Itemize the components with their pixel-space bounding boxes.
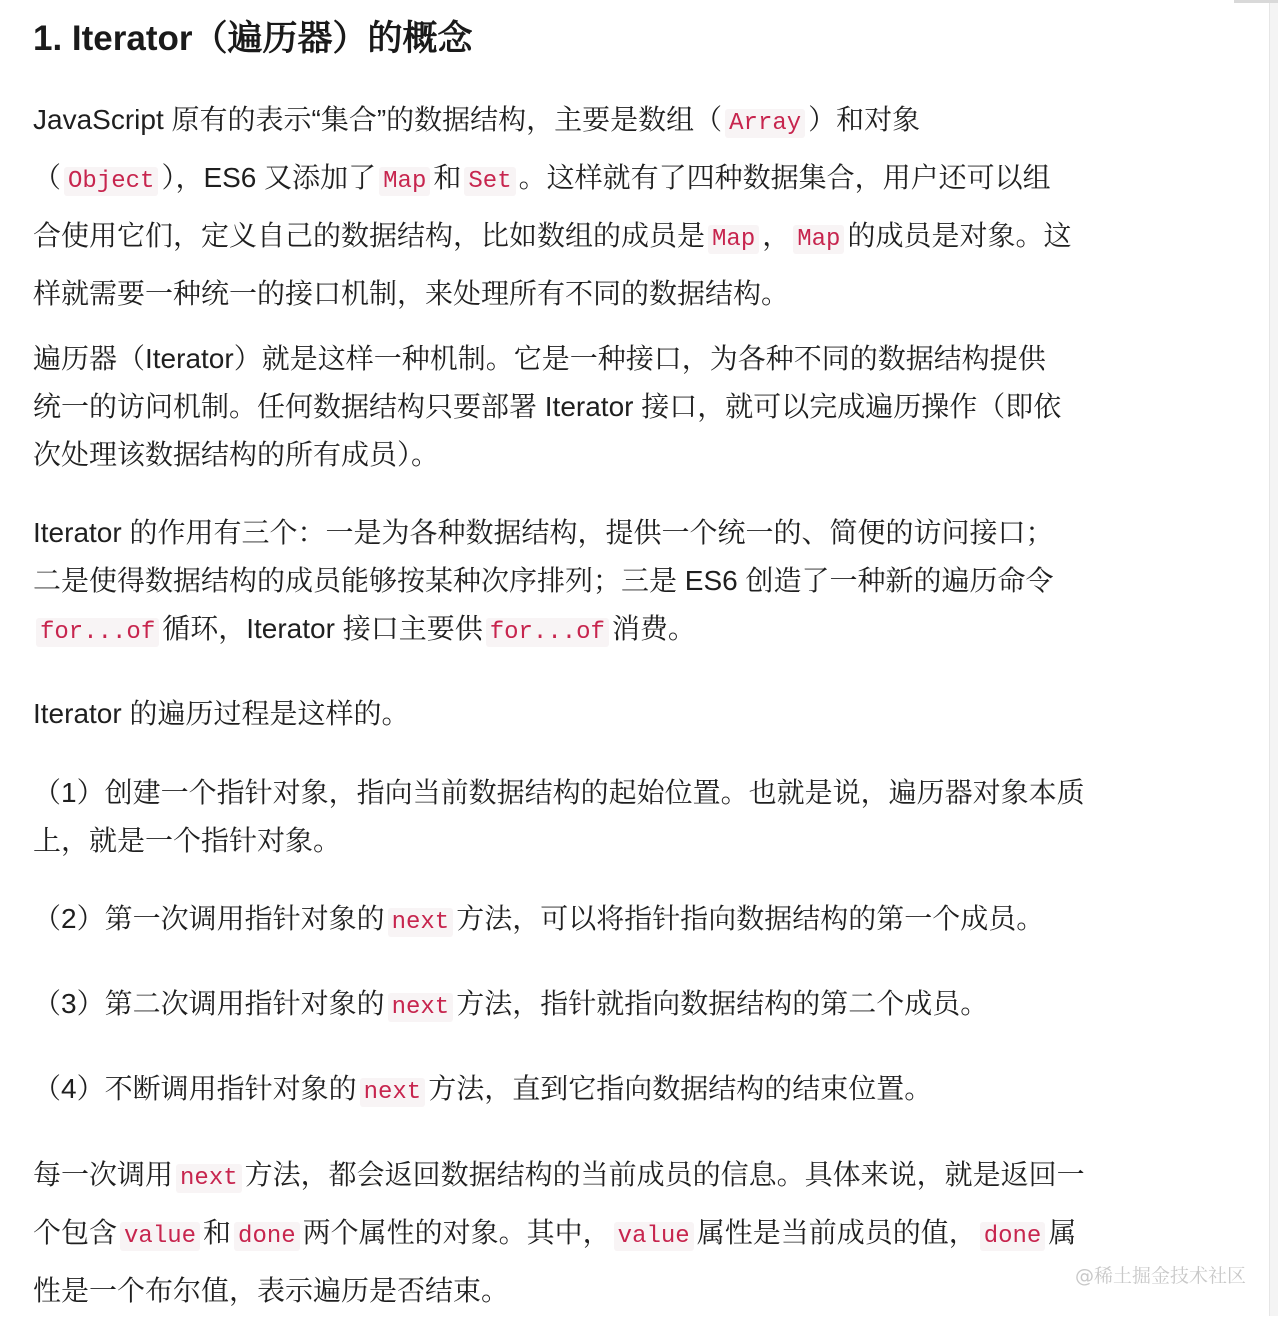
inline-code: for...of [486,618,609,647]
paragraph-collections [33,93,1193,321]
paragraph-line: （ Object ），ES6 又添加了 Map 和 Set 。这样就有了四种数据集合，用户还可以组 [33,162,1051,195]
paragraph-line: Iterator 的作用有三个：一是为各种数据结构，提供一个统一的、简便的访问接口； [33,517,1054,548]
paragraph-line: 个包含 value 和 done 两个属性的对象。其中， value 属性是当前成员的值， done 属 [33,1217,1077,1250]
inline-code: Map [793,225,844,254]
paragraph-line: 上，就是一个指针对象。 [33,825,342,856]
scrollbar-track[interactable] [1269,0,1278,1316]
paragraph-line: 性是一个布尔值，表示遍历是否结束。 [33,1275,510,1306]
inline-code: value [614,1222,694,1251]
paragraph-process-intro: Iterator 的遍历过程是这样的。 [33,698,410,729]
paragraph-line: JavaScript 原有的表示“集合”的数据结构，主要是数组（ Array ）和对象 [33,104,921,137]
inline-code: for...of [36,618,159,647]
step-3: （3）第二次调用指针对象的 next 方法，指针就指向数据结构的第二个成员。 [33,988,989,1021]
inline-code: next [388,908,454,937]
inline-code: done [980,1222,1046,1251]
site-watermark: @稀土掘金技术社区 [1074,1265,1246,1287]
paragraph-line: 每一次调用 next 方法，都会返回数据结构的当前成员的信息。具体来说，就是返回一 [33,1159,1085,1192]
paragraph-iterator-purpose [33,509,1193,657]
inline-code: next [360,1078,426,1107]
inline-code: Map [379,167,430,196]
paragraph-line: 遍历器（Iterator）就是这样一种机制。它是一种接口，为各种不同的数据结构提供 [33,343,1046,374]
step-2: （2）第一次调用指针对象的 next 方法，可以将指针指向数据结构的第一个成员。 [33,903,1045,936]
paragraph-line: （1）创建一个指针对象，指向当前数据结构的起始位置。也就是说，遍历器对象本质 [33,777,1085,808]
section-heading: 1. Iterator（遍历器）的概念 [33,19,473,58]
inline-code: Array [725,109,805,138]
inline-code: Map [708,225,759,254]
inline-code: value [120,1222,200,1251]
paragraph-return-value [33,1148,1193,1318]
window-edge [1234,0,1278,3]
paragraph-iterator-definition [33,335,1193,479]
inline-code: next [388,993,454,1022]
paragraph-line: 样就需要一种统一的接口机制，来处理所有不同的数据结构。 [33,278,790,309]
paragraph-line: 二是使得数据结构的成员能够按某种次序排列；三是 ES6 创造了一种新的遍历命令 [33,565,1054,596]
step-1 [33,769,1193,865]
inline-code: Set [464,167,515,196]
paragraph-line: 统一的访问机制。任何数据结构只要部署 Iterator 接口，就可以完成遍历操作（即依 [33,391,1062,422]
inline-code: next [176,1164,242,1193]
step-4: （4）不断调用指针对象的 next 方法，直到它指向数据结构的结束位置。 [33,1073,933,1106]
paragraph-line: 次处理该数据结构的所有成员）。 [33,439,440,470]
paragraph-line: for...of 循环，Iterator 接口主要供 for...of 消费。 [33,605,1193,657]
paragraph-line: 合使用它们，定义自己的数据结构，比如数组的成员是 Map ， Map 的成员是对象。这 [33,220,1072,253]
inline-code: Object [64,167,158,196]
inline-code: done [234,1222,300,1251]
